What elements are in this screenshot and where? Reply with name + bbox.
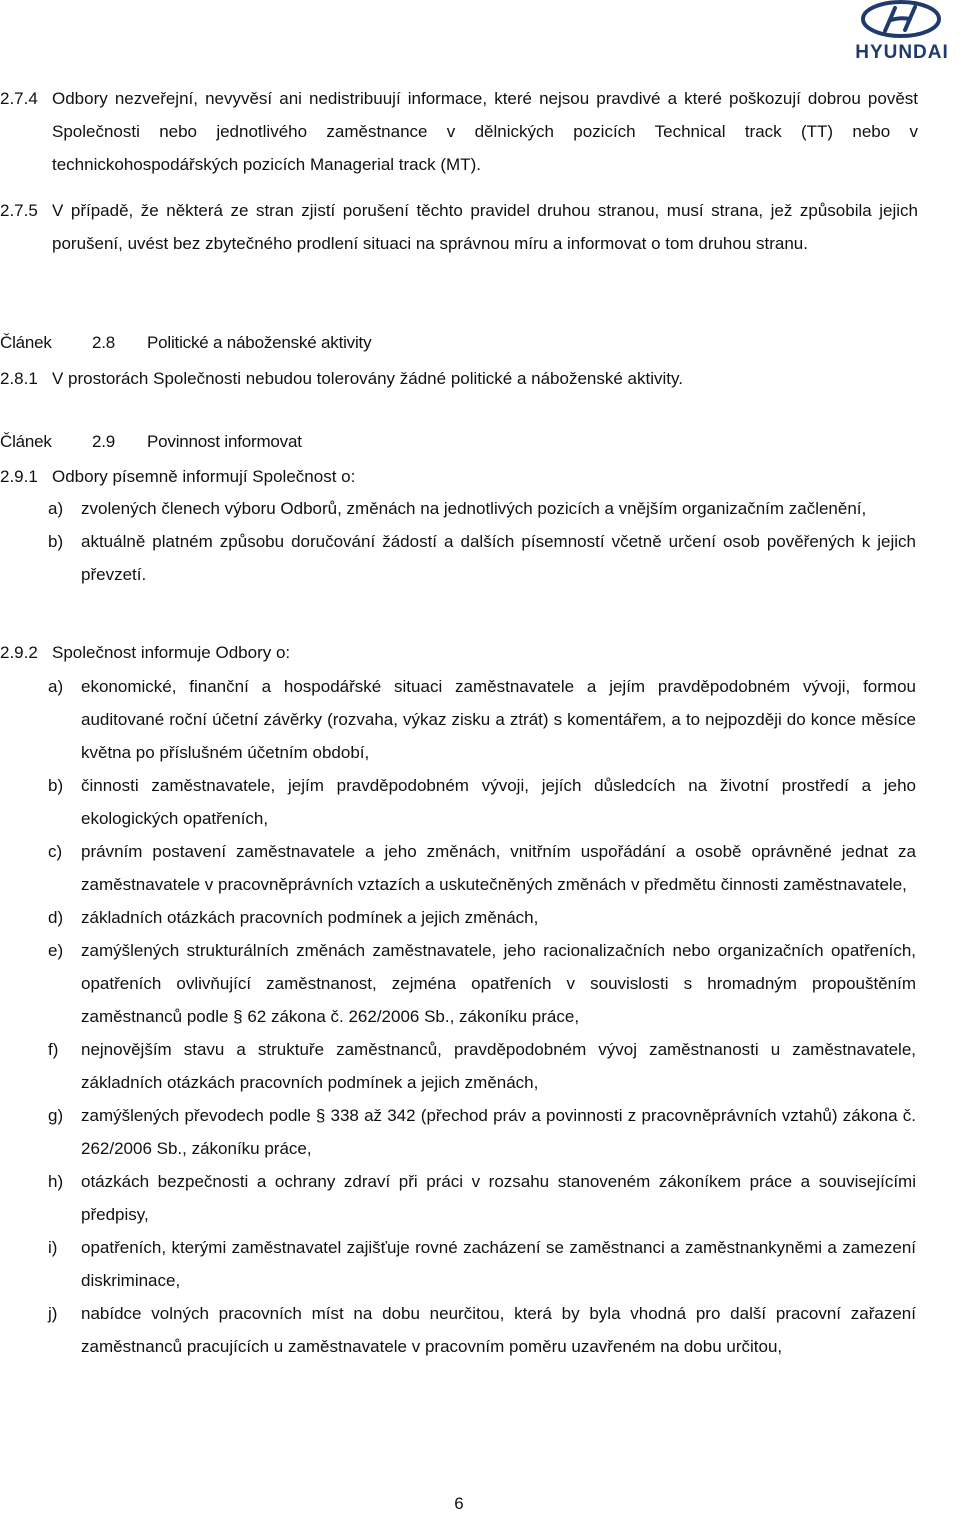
list-item-letter: d) (48, 908, 64, 927)
list-item-text: nejnovějším stavu a struktuře zaměstnanců, pravděpodobném vývoj zaměstnanosti u zaměstnavatele, základních otázkách pracovních podmínek a jejich změnách, (81, 1040, 916, 1092)
list-item-letter: b) (48, 776, 64, 795)
paragraph-number: 2.9.1 (0, 467, 38, 486)
list-item-text: ekonomické, finanční a hospodářské situaci zaměstnavatele a jejím pravděpodobném vývoji, formou auditované roční účetní závěrky (rozvaha, výkaz zisku a ztrát) s komentářem, a to nejpozději do konce měsíce května po příslušném účetním období, (81, 677, 916, 762)
list-item-letter: g) (48, 1106, 64, 1125)
list-item (48, 1033, 916, 1099)
article-2-8-heading (0, 333, 371, 353)
list-item-letter: b) (48, 532, 64, 551)
article-title: Povinnost informovat (147, 432, 302, 451)
paragraph-text: Odbory nezveřejní, nevyvěsí ani nedistribuují informace, které nejsou pravdivé a které poškozují dobrou pověst Společnosti nebo jednotlivého zaměstnance v dělnických pozicích Technical track (TT) nebo v technickohospodářských pozicích Managerial track (MT). (52, 89, 918, 174)
article-2-9-heading (0, 432, 302, 452)
list-item-text: zamýšlených převodech podle § 338 až 342 (přechod práv a povinnosti z pracovněprávních vztahů) zákona č. 262/2006 Sb., zákoníku práce, (81, 1106, 916, 1158)
list-item (48, 492, 916, 525)
article-label: Článek (0, 333, 52, 352)
paragraph-2-7-5 (0, 194, 918, 260)
list-item-letter: a) (48, 499, 64, 518)
list-item (48, 1165, 916, 1231)
list-item-letter: c) (48, 842, 63, 861)
list-item-text: opatřeních, kterými zaměstnavatel zajišťuje rovné zacházení se zaměstnanci a zaměstnankyněmi a zamezení diskriminace, (81, 1238, 916, 1290)
article-number: 2.8 (92, 333, 116, 352)
list-item (48, 670, 916, 769)
paragraph-number: 2.7.4 (0, 89, 38, 108)
paragraph-text: V prostorách Společnosti nebudou tolerovány žádné politické a náboženské aktivity. (52, 369, 683, 388)
paragraph-number: 2.9.2 (0, 643, 38, 662)
list-item-text: zamýšlených strukturálních změnách zaměstnavatele, jeho racionalizačních nebo organizačních opatřeních, opatřeních ovlivňující zaměstnanost, zejména opatřeních v souvislosti s hromadným propouštěním zaměstnanců podle § 62 zákona č. 262/2006 Sb., zákoníku práce, (81, 941, 916, 1026)
article-label: Článek (0, 432, 52, 451)
list-item-letter: i) (48, 1238, 58, 1257)
paragraph-2-7-4 (0, 82, 918, 181)
list-item (48, 835, 916, 901)
paragraph-text: Společnost informuje Odbory o: (52, 643, 291, 662)
list-item (48, 934, 916, 1033)
list-item-text: nabídce volných pracovních míst na dobu neurčitou, která by byla vhodná pro další pracovní zařazení zaměstnanců pracujících u zaměstnavatele v pracovním poměru uzavřeném na dobu určitou, (81, 1304, 916, 1356)
list-item (48, 769, 916, 835)
article-number: 2.9 (92, 432, 116, 451)
list-item (48, 525, 916, 591)
article-title: Politické a náboženské aktivity (147, 333, 372, 352)
list-item-letter: f) (48, 1040, 59, 1059)
list-item (48, 1099, 916, 1165)
page-number: 6 (454, 1494, 464, 1513)
paragraph-2-8-1 (0, 362, 918, 395)
paragraph-text: Odbory písemně informují Společnost o: (52, 467, 356, 486)
list-2-9-1 (48, 492, 916, 591)
list-item-text: základních otázkách pracovních podmínek a jejich změnách, (81, 908, 539, 927)
list-item (48, 901, 916, 934)
list-item-text: otázkách bezpečnosti a ochrany zdraví při práci v rozsahu stanoveném zákoníkem práce a souvisejícími předpisy, (81, 1172, 916, 1224)
list-item-text: právním postavení zaměstnavatele a jeho změnách, vnitřním uspořádání a osobě oprávněné jednat za zaměstnavatele v pracovněprávních vztazích a uskutečněných změnách v předmětu činnosti zaměstnavatele, (81, 842, 916, 894)
paragraph-number: 2.8.1 (0, 369, 38, 388)
paragraph-number: 2.7.5 (0, 201, 38, 220)
paragraph-text: V případě, že některá ze stran zjistí porušení těchto pravidel druhou stranou, musí strana, jež způsobila jejich porušení, uvést bez zbytečného prodlení situaci na správnou míru a informovat o tom druhou stranu. (52, 201, 918, 253)
list-item-letter: a) (48, 677, 64, 696)
hyundai-logo (848, 0, 954, 64)
paragraph-2-9-1 (0, 460, 918, 493)
list-item-text: zvolených členech výboru Odborů, změnách na jednotlivých pozicích a vnějším organizačním začlenění, (81, 499, 867, 518)
list-item-text: aktuálně platném způsobu doručování žádostí a dalších písemností včetně určení osob pověřených k jejich převzetí. (81, 532, 916, 584)
list-item-letter: j) (48, 1304, 58, 1323)
list-item (48, 1297, 916, 1363)
logo-wordmark: HYUNDAI (855, 42, 949, 63)
list-item-letter: e) (48, 941, 64, 960)
list-item-letter: h) (48, 1172, 64, 1191)
paragraph-2-9-2 (0, 636, 918, 669)
list-item (48, 1231, 916, 1297)
list-item-text: činnosti zaměstnavatele, jejím pravděpodobném vývoji, jejích důsledcích na životní prostředí a jeho ekologických opatřeních, (81, 776, 916, 828)
list-2-9-2 (48, 670, 916, 1363)
